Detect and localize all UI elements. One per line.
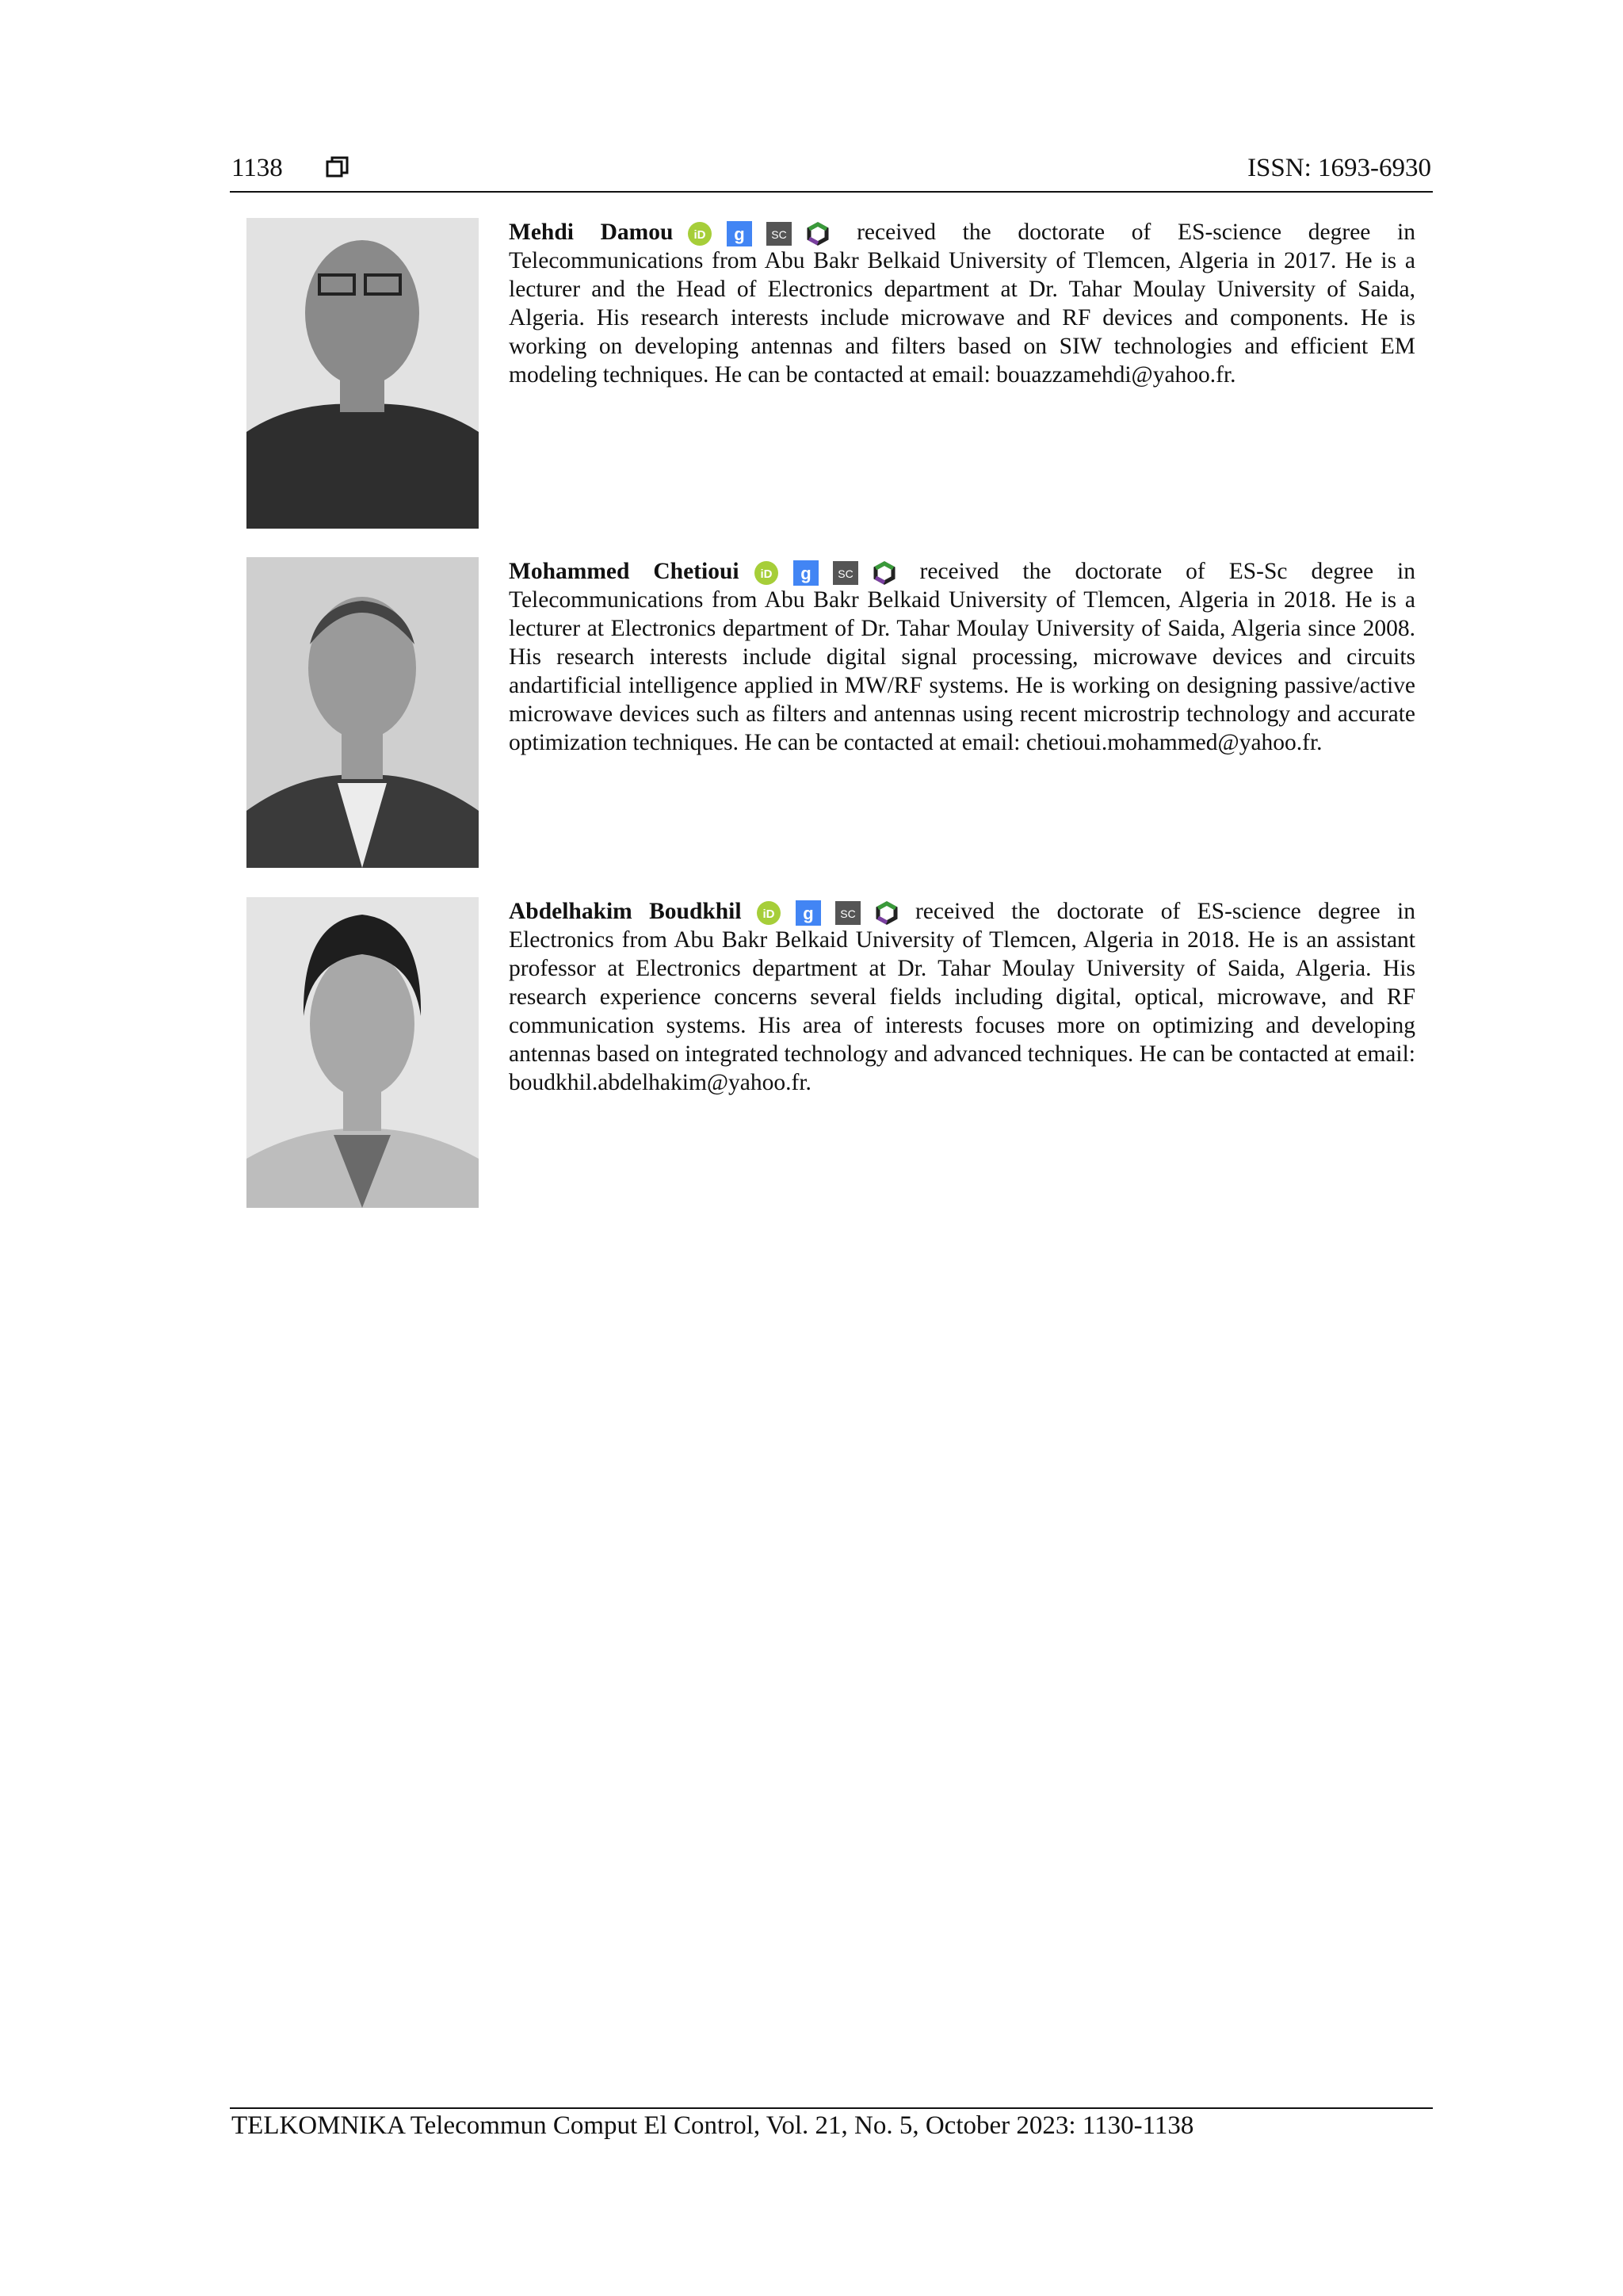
author-photo <box>246 557 479 868</box>
author-photo <box>246 897 479 1208</box>
author-photo <box>246 218 479 529</box>
scopus-icon[interactable] <box>835 901 861 925</box>
svg-text:g: g <box>802 904 814 924</box>
orcid-icon[interactable] <box>756 900 781 926</box>
google-scholar-icon[interactable] <box>796 900 821 926</box>
author-bio <box>246 218 1416 529</box>
author-bio-text <box>509 897 1415 1097</box>
author-name: Mehdi Damou <box>509 220 674 245</box>
footer-rule <box>230 2107 1433 2109</box>
orcid-icon[interactable] <box>687 221 712 246</box>
svg-text:iD: iD <box>693 228 706 243</box>
svg-text:iD: iD <box>760 567 773 582</box>
page-number: 1138 <box>231 154 283 182</box>
author-bio-body: received the doctorate of ES-science degree in Telecommunications from Abu Bakr Belkaid University of Tlemcen, Algeria in 2017. He is a lecturer and the Head of Electronics department at Dr. Tahar Moulay University of Saida, Algeria. His research interests include microwave and RF devices and components. He is working on developing antennas and filters based on SIW technologies and efficient EM modeling techniques. He can be contacted at email: bouazzamehdi@yahoo.fr. <box>509 220 1416 388</box>
publons-icon[interactable] <box>873 561 896 585</box>
issn: ISSN: 1693-6930 <box>1247 154 1431 182</box>
checkbox-square-icon <box>325 155 350 181</box>
svg-text:g: g <box>800 563 812 584</box>
author-bio-body: received the doctorate of ES-science degree in Electronics from Abu Bakr Belkaid University of Tlemcen, Algeria in 2018. He is an assistant professor at Electronics department at Dr. Tahar Moulay University of Saida, Algeria. His research experience concerns several fields including digital, optical, microwave, and RF communication systems. His area of interests focuses more on optimizing and developing antennas based on integrated technology and advanced techniques. He can be contacted at email: boudkhil.abdelhakim@yahoo.fr. <box>509 899 1416 1096</box>
svg-text:SC: SC <box>771 228 788 242</box>
journal-citation: TELKOMNIKA Telecommun Comput El Control, Vol. 21, No. 5, October 2023: 1130-1138 <box>231 2111 1194 2140</box>
svg-text:SC: SC <box>837 567 854 581</box>
page-header <box>230 152 1433 192</box>
author-bio-text <box>509 557 1415 757</box>
svg-text:SC: SC <box>839 907 856 921</box>
scopus-icon[interactable] <box>766 222 792 246</box>
publons-icon[interactable] <box>875 901 899 925</box>
author-bio-body: received the doctorate of ES-Sc degree in Telecommunications from Abu Bakr Belkaid University of Tlemcen, Algeria in 2018. He is a lecturer at Electronics department of Dr. Tahar Moulay University of Saida, Algeria since 2008. His research interests include digital signal processing, microwave devices and circuits andartificial intelligence applied in MW/RF systems. He is working on designing passive/active microwave devices such as filters and antennas using recent microstrip technology and accurate optimization techniques. He can be contacted at email: chetioui.mohammed@yahoo.fr. <box>509 559 1415 756</box>
publons-icon[interactable] <box>806 222 830 246</box>
svg-text:g: g <box>734 224 746 245</box>
header-rule <box>230 191 1433 193</box>
author-bio-text <box>509 218 1415 389</box>
author-bio <box>246 557 1416 868</box>
svg-text:iD: iD <box>762 907 775 922</box>
orcid-icon[interactable] <box>754 560 779 586</box>
scopus-icon[interactable] <box>833 561 858 585</box>
author-name: Abdelhakim Boudkhil <box>509 899 742 924</box>
author-bio <box>246 897 1416 1208</box>
author-name: Mohammed Chetioui <box>509 559 739 584</box>
google-scholar-icon[interactable] <box>793 560 819 586</box>
google-scholar-icon[interactable] <box>727 221 752 246</box>
